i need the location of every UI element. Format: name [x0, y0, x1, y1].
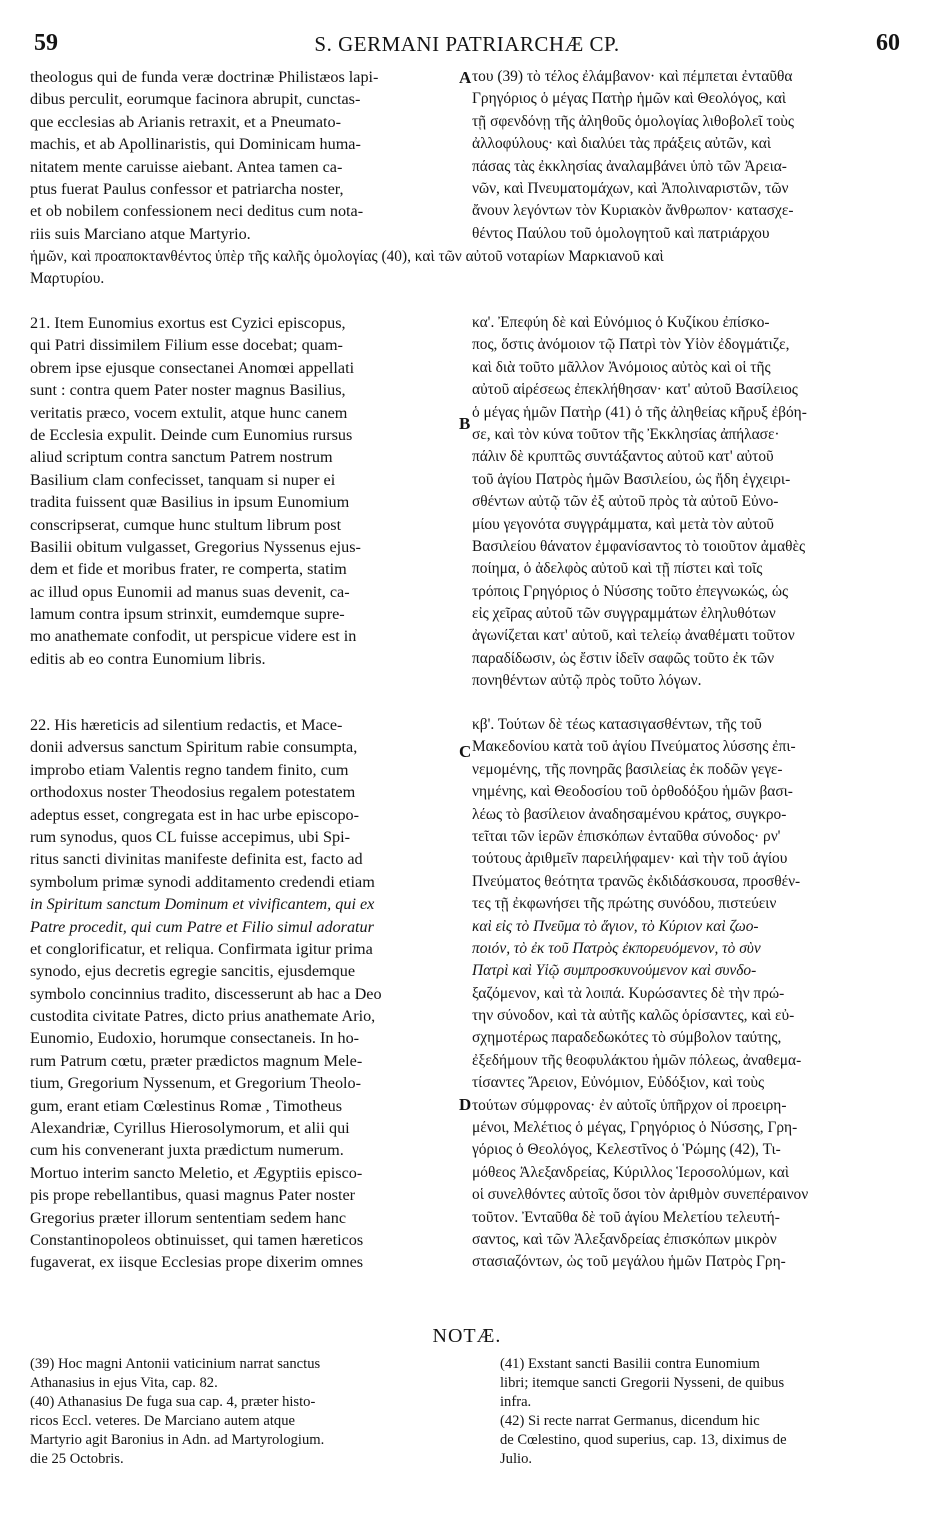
- note-line: (41) Exstant sancti Basilii contra Eunomium: [500, 1356, 760, 1372]
- text-line: ἡμῶν, καὶ προαποκτανθέντος ὑπὲρ τῆς καλῆς ὁμολογίας (40), καὶ τῶν αὐτοῦ νοταρίων Μαρκιανοῦ καὶ: [30, 248, 664, 265]
- text-line: 21. Item Eunomius exortus est Cyzici episcopus,: [30, 314, 346, 332]
- greek-column-block-1: [472, 66, 906, 245]
- greek-section-21: [472, 312, 906, 693]
- text-line: την σύνοδον, καὶ τὰ αὐτῆς καλῶς ὁρίσαντες, καὶ εὐ-: [472, 1007, 795, 1025]
- text-line: pis prope rebellantibus, quasi magnus Pater noster: [30, 1186, 356, 1205]
- note-line: ricos Eccl. veteres. De Marciano autem atque: [30, 1413, 295, 1429]
- note-line: (42) Si recte narrat Germanus, dicendum hic: [500, 1413, 760, 1429]
- text-line: σε, καὶ τὸν κύνα τοῦτον τῆς Ἐκκλησίας ἀπήλασε·: [472, 425, 780, 443]
- text-line: Gregorius præter illorum sententiam sedem hanc: [30, 1208, 347, 1227]
- text-line: ἄνουν λεγόντων τὸν Κυριακὸν ἄνθρωπον· κατασχε-: [472, 202, 794, 220]
- text-line: Γρηγόριος ὁ μέγας Πατὴρ ἡμῶν καὶ Θεολόγος, καὶ: [472, 90, 787, 108]
- text-line: τρόποις Γρηγόριος ὁ Νύσσης τοῦτο ἐπεγνωκώς, ὡς: [472, 582, 789, 600]
- text-line: custodita civitate Patres, dicto prius anathemate Ario,: [30, 1007, 376, 1026]
- text-line: dem et fide et moribus frater, re comperta, statim: [30, 560, 347, 579]
- text-line: αὐτοῦ αἱρέσεως ἐπεκλήθησαν· κατ' αὐτοῦ Βασίλειος: [472, 381, 798, 399]
- text-line: πάλιν δὲ κρυπτῶς συντάξαντος αὐτοῦ κατ' αὐτοῦ: [472, 448, 774, 466]
- column-marker-d: D: [459, 1095, 472, 1114]
- text-line: ὁ μέγας ἡμῶν Πατὴρ (41) ὁ τῆς ἀληθείας κῆρυξ ἐβόη-: [472, 403, 807, 421]
- page-number-left: 59: [34, 30, 58, 56]
- text-line: symbolum primæ synodi additamento credendi etiam: [30, 872, 375, 891]
- text-line: dibus perculit, eorumque facinora abrupit, cunctas-: [30, 90, 361, 109]
- text-line: veritatis præco, vocem extulit, atque hunc canem: [30, 403, 348, 422]
- text-line: qui Patri dissimilem Filium esse docebat; quam-: [30, 336, 343, 355]
- greek-section-22: [472, 714, 906, 1274]
- text-line: Mortuo interim sancto Meletio, et Ægyptiis episco-: [30, 1163, 363, 1182]
- text-line: τούτων σύμφρονας· ἐν αὐτοῖς ὑπῆρχον οἱ προειρη-: [472, 1096, 787, 1114]
- text-line: τοῦ ἁγίου Πατρὸς ἡμῶν Βασιλείου, ὡς ἤδη ἐγχειρι-: [472, 470, 791, 488]
- note-line: (40) Athanasius De fuga sua cap. 4, præter histo-: [30, 1394, 316, 1410]
- text-line: Βασιλείου θάνατον ἐμφανίσαντος τὸ τοιοῦτον ἀμαθὲς: [472, 537, 806, 555]
- page-number-right: 60: [876, 30, 900, 56]
- text-line: καὶ εἰς τὸ Πνεῦμα τὸ ἅγιον, τὸ Κύριον καὶ ζωο-: [472, 917, 759, 935]
- text-line: ritus sancti divinitas manifeste definita est, facto ad: [30, 850, 363, 869]
- text-line: Πνεύματος θεότητα τρανῶς ἐκδιδάσκουσα, προσθέν-: [472, 872, 801, 890]
- greek-spanning-lines: [30, 246, 906, 291]
- page-header: [30, 30, 904, 70]
- text-line: μένοι, Μελέτιος ὁ μέγας, Γρηγόριος ὁ Νύσσης, Γρη-: [472, 1119, 798, 1137]
- text-line: synodo, ejus decretis egregie sancitis, ejusdemque: [30, 962, 356, 981]
- notes-heading: NOTÆ.: [432, 1325, 502, 1347]
- text-line: symbolo concinnius tradito, discesserunt ab hac a Deo: [30, 984, 382, 1003]
- text-line: σθέντων αὐτῷ τῶν ἐξ αὐτοῦ πρὸς τὰ αὐτοῦ Εὐνο-: [472, 493, 779, 511]
- note-line: Julio.: [500, 1451, 533, 1467]
- text-line: μόθεος Ἀλεξανδρείας, Κύριλλος Ἱεροσολύμων, καὶ: [472, 1163, 790, 1181]
- text-line: τοῦτον. Ἐνταῦθα δὲ τοῦ ἁγίου Μελετίου τελευτή-: [472, 1208, 780, 1226]
- text-line: tium, Gregorium Nyssenum, et Gregorium Theolo-: [30, 1074, 362, 1093]
- text-line: νημένης, καὶ Θεοδοσίου τοῦ ὀρθοδόξου ἡμῶν βασι-: [472, 783, 793, 801]
- text-line: νῶν, καὶ Πνευματομάχων, καὶ Ἀπολιναριστῶν, τῶν: [472, 179, 789, 197]
- text-line: Μακεδονίου κατὰ τοῦ ἁγίου Πνεύματος λύσσης ἐπι-: [472, 738, 796, 756]
- text-line: κβ'. Τούτων δὲ τέως κατασιγασθέντων, τῆς τοῦ: [472, 716, 762, 733]
- text-line: νεμομένης, τῆς πονηρᾶς βασιλείας ἐκ ποδῶν γεγε-: [472, 760, 783, 778]
- text-line: ξαζόμενον, καὶ τὰ λοιπά. Κυρώσαντες δὲ τὴν πρώ-: [472, 984, 785, 1002]
- note-line: de Cœlestino, quod superius, cap. 13, diximus de: [500, 1432, 787, 1448]
- note-line: Athanasius in ejus Vita, cap. 82.: [30, 1375, 218, 1391]
- text-line: Eunomio, Eudoxio, horumque consectaneis. In ho-: [30, 1029, 360, 1048]
- text-line: theologus qui de funda veræ doctrinæ Philistæos lapi-: [30, 68, 379, 86]
- text-line: Basilium clam confecisset, tanquam si nuper ei: [30, 470, 336, 489]
- text-line: ποιόν, τὸ ἐκ τοῦ Πατρὸς ἐκπορευόμενον, τὸ σὺν: [472, 939, 761, 957]
- text-line: fugaverat, ex iisque Ecclesias prope dixerim omnes: [30, 1253, 364, 1272]
- note-line: libri; itemque sancti Gregorii Nysseni, de quibus: [500, 1375, 785, 1391]
- note-line: (39) Hoc magni Antonii vaticinium narrat sanctus: [30, 1356, 321, 1372]
- text-line: θέντος Παύλου τοῦ ὁμολογητοῦ καὶ πατριάρχου: [472, 224, 770, 242]
- text-line: τούτους ἀριθμεῖν παρειλήφαμεν· καὶ τὴν τοῦ ἁγίου: [472, 850, 788, 868]
- text-line: τίσαντες Ἄρειον, Εὐνόμιον, Εὐδόξιον, καὶ τοὺς: [472, 1074, 765, 1092]
- text-line: πάσας τὰς ἐκκλησίας ἀναλαμβάνει ὑπὸ τῶν Ἀρεια-: [472, 157, 787, 175]
- text-line: conscripserat, cumque hunc stultum librum post: [30, 515, 342, 534]
- text-line: ἀλλοφύλους· καὶ διαλύει τὰς πράξεις αὐτῶν, καὶ: [472, 135, 772, 153]
- text-line: lamum contra ipsum strinxit, eumdemque supre-: [30, 605, 345, 624]
- text-line: στασιαζόντων, ὡς τοῦ μεγάλου ἡμῶν Πατρὸς Γρη-: [472, 1253, 786, 1271]
- text-line: cum his convenerant juxta prædictum numerum.: [30, 1141, 344, 1160]
- text-line: gum, erant etiam Cœlestinus Romæ , Timotheus: [30, 1096, 343, 1115]
- text-line: σχημοτέρως παραδεδωκότες τὸ σύμβολον ταύτης,: [472, 1029, 782, 1047]
- note-line: Martyrio agit Baronius in Adn. ad Martyrologium.: [30, 1432, 325, 1448]
- text-line: γόριος ὁ Θεολόγος, Κελεστῖνος ὁ Ῥώμης (42), Τι-: [472, 1141, 781, 1159]
- text-line: donii adversus sanctum Spiritum rabie consumpta,: [30, 738, 358, 757]
- text-line: πος, ὅστις ἀνόμοιον τῷ Πατρὶ τὸν Υἱὸν ἐδογμάτιζε,: [472, 336, 790, 354]
- text-line: adeptus esset, congregata est in hac urbe episcopo-: [30, 805, 360, 824]
- latin-section-21: [30, 312, 456, 670]
- text-line: obrem ipse ejusque consectanei Anomœi appellati: [30, 358, 355, 377]
- note-line: infra.: [500, 1394, 532, 1410]
- text-line: Πατρὶ καὶ Υἱῷ συμπροσκυνούμενον καὶ συνδο-: [472, 962, 757, 980]
- text-line: σαντος, καὶ τῶν Ἀλεξανδρείας ἐπισκόπων μικρὸν: [472, 1230, 777, 1248]
- text-line: ἐξεδήμουν τῆς θεοφυλάκτου ἡμῶν πόλεως, ἀναθεμα-: [472, 1051, 802, 1069]
- text-line: Basilii obitum vulgasset, Gregorius Nyssenus ejus-: [30, 537, 361, 556]
- note-line: die 25 Octobris.: [30, 1451, 124, 1467]
- text-line: ac illud opus Eunomii ad manus suas devenit, ca-: [30, 582, 350, 601]
- text-line: τεῖται τῶν ἱερῶν ἐπισκόπων ἐνταῦθα σύνοδος· ρν': [472, 827, 781, 845]
- text-line: aliud scriptum contra sanctum Patrem nostrum: [30, 448, 333, 467]
- text-line: Patre procedit, qui cum Patre et Filio simul adoratur: [30, 917, 374, 936]
- text-line: τες τῇ ἐκφωνήσει τῆς πρώτης συνόδου, πιστεύειν: [472, 895, 777, 913]
- column-marker-b: B: [459, 414, 471, 433]
- running-title: S. GERMANI PATRIARCHÆ CP.: [314, 32, 620, 56]
- text-line: riis suis Marciano atque Martyrio.: [30, 224, 251, 243]
- text-line: rum synodus, quos CL fuisse accepimus, ubi Spi-: [30, 827, 350, 846]
- text-line: improbo etiam Valentis regno tandem finito, cum: [30, 760, 349, 779]
- text-line: ptus fuerat Paulus confessor et patriarcha noster,: [30, 179, 344, 198]
- latin-section-22: [30, 714, 456, 1274]
- text-line: orthodoxus noster Theodosius regalem potestatem: [30, 783, 356, 802]
- latin-column-block-1: [30, 66, 456, 245]
- text-line: mo anathemate confodit, ut perspicue videre est in: [30, 627, 357, 646]
- text-line: in Spiritum sanctum Dominum et vivificantem, qui ex: [30, 895, 375, 914]
- text-line: κα'. Ἐπεφύη δὲ καὶ Εὐνόμιος ὁ Κυζίκου ἐπίσκο-: [472, 314, 770, 331]
- column-marker-a: A: [459, 68, 472, 87]
- text-line: et conglorificatur, et reliqua. Confirmata igitur prima: [30, 939, 373, 958]
- text-line: Alexandriæ, Cyrillus Hierosolymorum, et alii qui: [30, 1119, 350, 1138]
- text-line: rum Patrum cœtu, præter prædictos magnum Mele-: [30, 1051, 363, 1070]
- text-line: εἰς χεῖρας αὐτοῦ τῶν συγγραμμάτων ἐληλυθότων: [472, 605, 776, 623]
- text-line: ἀγωνίζεται κατ' αὐτοῦ, καὶ τελείῳ ἀναθέματι τοῦτον: [472, 627, 795, 645]
- text-line: editis ab eo contra Eunomium libris.: [30, 649, 266, 668]
- text-line: καὶ διὰ τοῦτο μᾶλλον Ἀνόμοιος αὐτὸς καὶ οἱ τῆς: [472, 358, 771, 376]
- text-line: tradita fuissent quæ Basilius in ipsum Eunomium: [30, 493, 350, 512]
- text-line: sunt : contra quem Pater noster magnus Basilius,: [30, 381, 346, 400]
- text-line: que ecclesias ab Arianis retraxit, et a Pneumato-: [30, 112, 342, 131]
- text-line: πονηθέντων αὐτῷ πρὸς τοῦτο λόγων.: [472, 672, 702, 690]
- text-line: ποίημα, ὁ ἀδελφὸς αὐτοῦ καὶ τῇ πίστει καὶ τοῖς: [472, 560, 763, 578]
- notes-right-column: [500, 1355, 906, 1469]
- text-line: οἱ συνελθόντες αὐτοῖς ὅσοι τὸν ἀριθμὸν συνεπέραινον: [472, 1186, 809, 1204]
- text-line: Μαρτυρίου.: [30, 270, 105, 288]
- notes-left-column: [30, 1355, 460, 1469]
- text-line: nitatem mente caruisse aiebant. Antea tamen ca-: [30, 157, 343, 176]
- text-line: machis, et ab Apollinaristis, qui Dominicam huma-: [30, 135, 361, 154]
- text-line: μίου γεγονότα συγγράμματα, καὶ μετὰ τὸν αὐτοῦ: [472, 515, 774, 533]
- text-line: et ob nobilem confessionem neci deditus cum nota-: [30, 202, 364, 221]
- text-line: του (39) τὸ τέλος ἐλάμβανον· καὶ πέμπεται ἐνταῦθα: [472, 68, 793, 85]
- text-line: de Ecclesia expulit. Deinde cum Eunomius rursus: [30, 425, 353, 444]
- text-line: Constantinopoleos obtinuisset, qui tamen hæreticos: [30, 1230, 364, 1249]
- text-line: 22. His hæreticis ad silentium redactis, et Mace-: [30, 716, 343, 734]
- text-line: λέως τὸ βασίλειον ἀναδησαμένου κράτος, συγκρο-: [472, 805, 787, 823]
- column-marker-c: C: [459, 742, 472, 761]
- text-line: τῇ σφενδόνῃ τῆς ἀληθοῦς ὁμολογίας λιθοβολεῖ τοὺς: [472, 112, 794, 130]
- text-line: παραδίδωσιν, ὡς ἔστιν ἰδεῖν σαφῶς τοῦτο ἐκ τῶν: [472, 649, 775, 667]
